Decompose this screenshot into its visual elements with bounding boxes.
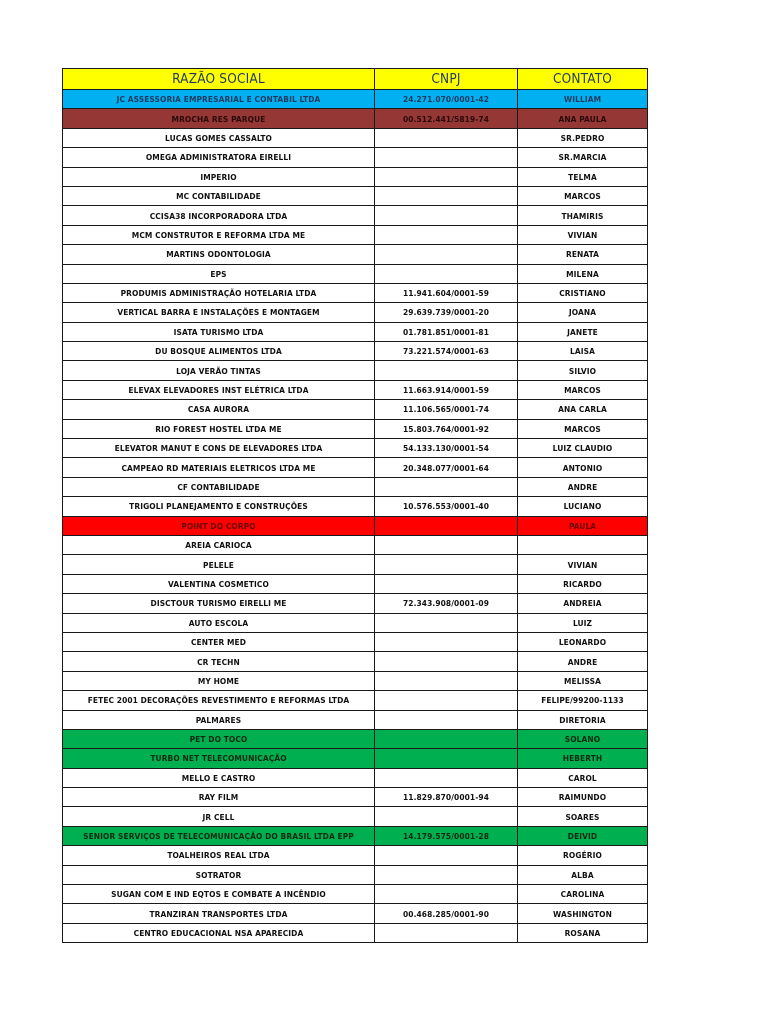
cell-contato[interactable]: MARCOS: [518, 380, 648, 399]
cell-contato[interactable]: ANDRE: [518, 477, 648, 496]
table-row: [63, 710, 648, 729]
cell-contato[interactable]: THAMIRIS: [518, 206, 648, 225]
cell-cnpj[interactable]: 01.781.851/0001-81: [375, 322, 518, 341]
table-header: [63, 69, 648, 90]
cell-contato[interactable]: ANDRE: [518, 652, 648, 671]
cell-razao-social[interactable]: ELEVAX ELEVADORES INST ELÉTRICA LTDA: [63, 380, 375, 399]
cell-cnpj[interactable]: [375, 516, 518, 535]
cell-contato[interactable]: VIVIAN: [518, 225, 648, 244]
cell-cnpj[interactable]: [375, 865, 518, 884]
cell-contato[interactable]: MELISSA: [518, 671, 648, 690]
cell-razao-social[interactable]: POINT DO CORPO: [63, 516, 375, 535]
table-row: [63, 206, 648, 225]
cell-razao-social[interactable]: TOALHEIROS REAL LTDA: [63, 846, 375, 865]
cell-cnpj[interactable]: [375, 225, 518, 244]
cell-cnpj[interactable]: [375, 245, 518, 264]
cell-razao-social[interactable]: SUGAN COM E IND EQTOS E COMBATE A INCÊNDIO: [63, 885, 375, 904]
cell-cnpj[interactable]: [375, 148, 518, 167]
cell-razao-social[interactable]: CAMPEAO RD MATERIAIS ELETRICOS LTDA ME: [63, 458, 375, 477]
cell-cnpj[interactable]: [375, 652, 518, 671]
cell-razao-social[interactable]: VERTICAL BARRA E INSTALAÇÕES E MONTAGEM: [63, 303, 375, 322]
cell-razao-social[interactable]: MELLO E CASTRO: [63, 768, 375, 787]
cell-cnpj[interactable]: [375, 264, 518, 283]
cell-cnpj[interactable]: [375, 807, 518, 826]
cell-contato[interactable]: WASHINGTON: [518, 904, 648, 923]
cell-contato[interactable]: ROSANA: [518, 923, 648, 942]
cell-contato[interactable]: ALBA: [518, 865, 648, 884]
cell-cnpj[interactable]: [375, 574, 518, 593]
cell-contato[interactable]: CAROL: [518, 768, 648, 787]
cell-razao-social[interactable]: MROCHA RES PARQUE: [63, 109, 375, 128]
table-row: [63, 885, 648, 904]
cell-contato[interactable]: CRISTIANO: [518, 283, 648, 302]
table-row: [63, 477, 648, 496]
cell-cnpj[interactable]: 11.663.914/0001-59: [375, 380, 518, 399]
cell-cnpj[interactable]: 20.348.077/0001-64: [375, 458, 518, 477]
table-row: [63, 671, 648, 690]
cell-contato[interactable]: ANA PAULA: [518, 109, 648, 128]
table-row: [63, 245, 648, 264]
cell-cnpj[interactable]: [375, 632, 518, 651]
cell-cnpj[interactable]: 72.343.908/0001-09: [375, 594, 518, 613]
cell-cnpj[interactable]: 11.941.604/0001-59: [375, 283, 518, 302]
cell-razao-social[interactable]: TRIGOLI PLANEJAMENTO E CONSTRUÇÕES: [63, 497, 375, 516]
table-row: [63, 788, 648, 807]
cell-cnpj[interactable]: 11.829.870/0001-94: [375, 788, 518, 807]
table-row: [63, 574, 648, 593]
cell-razao-social[interactable]: PALMARES: [63, 710, 375, 729]
table-row: [63, 128, 648, 147]
cell-cnpj[interactable]: 00.512.441/5819-74: [375, 109, 518, 128]
cell-cnpj[interactable]: [375, 477, 518, 496]
cell-cnpj[interactable]: [375, 749, 518, 768]
spreadsheet-table: [62, 68, 648, 943]
cell-contato[interactable]: RICARDO: [518, 574, 648, 593]
table-row: [63, 535, 648, 554]
table-row: [63, 865, 648, 884]
cell-contato[interactable]: JANETE: [518, 322, 648, 341]
cell-razao-social[interactable]: PELELE: [63, 555, 375, 574]
cell-contato[interactable]: VIVIAN: [518, 555, 648, 574]
table-row: [63, 419, 648, 438]
cell-razao-social[interactable]: MARTINS ODONTOLOGIA: [63, 245, 375, 264]
table-row: [63, 439, 648, 458]
cell-razao-social[interactable]: CENTRO EDUCACIONAL NSA APARECIDA: [63, 923, 375, 942]
cell-cnpj[interactable]: 54.133.130/0001-54: [375, 439, 518, 458]
table-row: [63, 167, 648, 186]
table-row: [63, 225, 648, 244]
cell-contato[interactable]: LEONARDO: [518, 632, 648, 651]
cell-cnpj[interactable]: [375, 555, 518, 574]
table-body: [63, 90, 648, 943]
cell-contato[interactable]: SOARES: [518, 807, 648, 826]
cell-cnpj[interactable]: [375, 186, 518, 205]
cell-contato[interactable]: LUIZ: [518, 613, 648, 632]
table-row: [63, 923, 648, 942]
cell-razao-social[interactable]: ELEVATOR MANUT E CONS DE ELEVADORES LTDA: [63, 439, 375, 458]
table-row: [63, 846, 648, 865]
cell-cnpj[interactable]: [375, 768, 518, 787]
table-row: [63, 729, 648, 748]
cell-razao-social[interactable]: LOJA VERÃO TINTAS: [63, 361, 375, 380]
table-row: [63, 768, 648, 787]
cell-razao-social[interactable]: RIO FOREST HOSTEL LTDA ME: [63, 419, 375, 438]
cell-contato[interactable]: ANTONIO: [518, 458, 648, 477]
cell-cnpj[interactable]: 29.639.739/0001-20: [375, 303, 518, 322]
table-row: [63, 594, 648, 613]
cell-contato[interactable]: MARCOS: [518, 419, 648, 438]
table-row: [63, 90, 648, 109]
cell-contato[interactable]: LUCIANO: [518, 497, 648, 516]
table-row: [63, 691, 648, 710]
cell-razao-social[interactable]: MCM CONSTRUTOR E REFORMA LTDA ME: [63, 225, 375, 244]
table-row: [63, 283, 648, 302]
cell-cnpj[interactable]: [375, 535, 518, 554]
cell-contato[interactable]: ROGÉRIO: [518, 846, 648, 865]
table-row: [63, 380, 648, 399]
cell-razao-social[interactable]: ISATA TURISMO LTDA: [63, 322, 375, 341]
table-row: [63, 516, 648, 535]
cell-contato[interactable]: [518, 535, 648, 554]
cell-cnpj[interactable]: 10.576.553/0001-40: [375, 497, 518, 516]
cell-cnpj[interactable]: [375, 128, 518, 147]
cell-cnpj[interactable]: [375, 710, 518, 729]
cell-razao-social[interactable]: DU BOSQUE ALIMENTOS LTDA: [63, 342, 375, 361]
table-row: [63, 904, 648, 923]
cell-contato[interactable]: JOANA: [518, 303, 648, 322]
cell-razao-social[interactable]: CR TECHN: [63, 652, 375, 671]
cell-razao-social[interactable]: MC CONTABILIDADE: [63, 186, 375, 205]
table-row: [63, 400, 648, 419]
table-row: [63, 652, 648, 671]
table-row: [63, 148, 648, 167]
cell-cnpj[interactable]: [375, 613, 518, 632]
cell-cnpj[interactable]: 14.179.575/0001-28: [375, 826, 518, 845]
cell-razao-social[interactable]: AREIA CARIOCA: [63, 535, 375, 554]
cell-razao-social[interactable]: CENTER MED: [63, 632, 375, 651]
cell-razao-social[interactable]: CASA AURORA: [63, 400, 375, 419]
table-row: [63, 807, 648, 826]
cell-cnpj[interactable]: 24.271.070/0001-42: [375, 90, 518, 109]
cell-contato[interactable]: MILENA: [518, 264, 648, 283]
cell-contato[interactable]: MARCOS: [518, 186, 648, 205]
cell-contato[interactable]: CAROLINA: [518, 885, 648, 904]
cell-razao-social[interactable]: AUTO ESCOLA: [63, 613, 375, 632]
cell-razao-social[interactable]: LUCAS GOMES CASSALTO: [63, 128, 375, 147]
cell-razao-social[interactable]: TURBO NET TELECOMUNICAÇÃO: [63, 749, 375, 768]
table-row: [63, 749, 648, 768]
header-razao-social[interactable]: RAZÃO SOCIAL: [63, 69, 375, 90]
cell-razao-social[interactable]: FETEC 2001 DECORAÇÕES REVESTIMENTO E REFORMAS LTDA: [63, 691, 375, 710]
cell-razao-social[interactable]: DISCTOUR TURISMO EIRELLI ME: [63, 594, 375, 613]
cell-razao-social[interactable]: JR CELL: [63, 807, 375, 826]
cell-razao-social[interactable]: PRODUMIS ADMINISTRAÇÃO HOTELARIA LTDA: [63, 283, 375, 302]
header-contato[interactable]: CONTATO: [518, 69, 648, 90]
cell-contato[interactable]: WILLIAM: [518, 90, 648, 109]
cell-cnpj[interactable]: [375, 691, 518, 710]
cell-contato[interactable]: TELMA: [518, 167, 648, 186]
cell-contato[interactable]: SILVIO: [518, 361, 648, 380]
table-row: [63, 458, 648, 477]
cell-razao-social[interactable]: SENIOR SERVIÇOS DE TELECOMUNICAÇÃO DO BRASIL LTDA EPP: [63, 826, 375, 845]
table-row: [63, 186, 648, 205]
cell-razao-social[interactable]: JC ASSESSORIA EMPRESARIAL E CONTABIL LTDA: [63, 90, 375, 109]
table-row: [63, 613, 648, 632]
cell-contato[interactable]: SOLANO: [518, 729, 648, 748]
cell-cnpj[interactable]: 15.803.764/0001-92: [375, 419, 518, 438]
cell-contato[interactable]: ANDREIA: [518, 594, 648, 613]
cell-cnpj[interactable]: [375, 729, 518, 748]
cell-contato[interactable]: RAIMUNDO: [518, 788, 648, 807]
cell-contato[interactable]: SR.MARCIA: [518, 148, 648, 167]
header-cnpj[interactable]: CNPJ: [375, 69, 518, 90]
cell-cnpj[interactable]: [375, 923, 518, 942]
cell-contato[interactable]: ANA CARLA: [518, 400, 648, 419]
cell-razao-social[interactable]: CF CONTABILIDADE: [63, 477, 375, 496]
cell-razao-social[interactable]: EPS: [63, 264, 375, 283]
cell-cnpj[interactable]: [375, 885, 518, 904]
table-row: [63, 632, 648, 651]
cell-contato[interactable]: PAULA: [518, 516, 648, 535]
header-row: [63, 69, 648, 90]
cell-contato[interactable]: LUIZ CLAUDIO: [518, 439, 648, 458]
cell-razao-social[interactable]: RAY FILM: [63, 788, 375, 807]
table-row: [63, 361, 648, 380]
cell-razao-social[interactable]: SOTRATOR: [63, 865, 375, 884]
cell-razao-social[interactable]: VALENTINA COSMETICO: [63, 574, 375, 593]
cell-cnpj[interactable]: [375, 206, 518, 225]
cell-razao-social[interactable]: IMPERIO: [63, 167, 375, 186]
cell-contato[interactable]: RENATA: [518, 245, 648, 264]
cell-contato[interactable]: HEBERTH: [518, 749, 648, 768]
cell-cnpj[interactable]: 73.221.574/0001-63: [375, 342, 518, 361]
cell-cnpj[interactable]: [375, 671, 518, 690]
cell-cnpj[interactable]: [375, 167, 518, 186]
table-row: [63, 497, 648, 516]
cell-contato[interactable]: LAISA: [518, 342, 648, 361]
table-row: [63, 322, 648, 341]
table-row: [63, 555, 648, 574]
cell-razao-social[interactable]: MY HOME: [63, 671, 375, 690]
cell-razao-social[interactable]: PET DO TOCO: [63, 729, 375, 748]
cell-cnpj[interactable]: [375, 846, 518, 865]
cell-contato[interactable]: FELIPE/99200-1133: [518, 691, 648, 710]
cell-contato[interactable]: SR.PEDRO: [518, 128, 648, 147]
cell-cnpj[interactable]: [375, 361, 518, 380]
cell-cnpj[interactable]: 00.468.285/0001-90: [375, 904, 518, 923]
table-row: [63, 826, 648, 845]
table-row: [63, 109, 648, 128]
cell-cnpj[interactable]: 11.106.565/0001-74: [375, 400, 518, 419]
cell-razao-social[interactable]: CCISA38 INCORPORADORA LTDA: [63, 206, 375, 225]
cell-contato[interactable]: DIRETORIA: [518, 710, 648, 729]
table-row: [63, 303, 648, 322]
cell-contato[interactable]: DEIVID: [518, 826, 648, 845]
cell-razao-social[interactable]: TRANZIRAN TRANSPORTES LTDA: [63, 904, 375, 923]
table-row: [63, 264, 648, 283]
table-row: [63, 342, 648, 361]
cell-razao-social[interactable]: OMEGA ADMINISTRATORA EIRELLI: [63, 148, 375, 167]
